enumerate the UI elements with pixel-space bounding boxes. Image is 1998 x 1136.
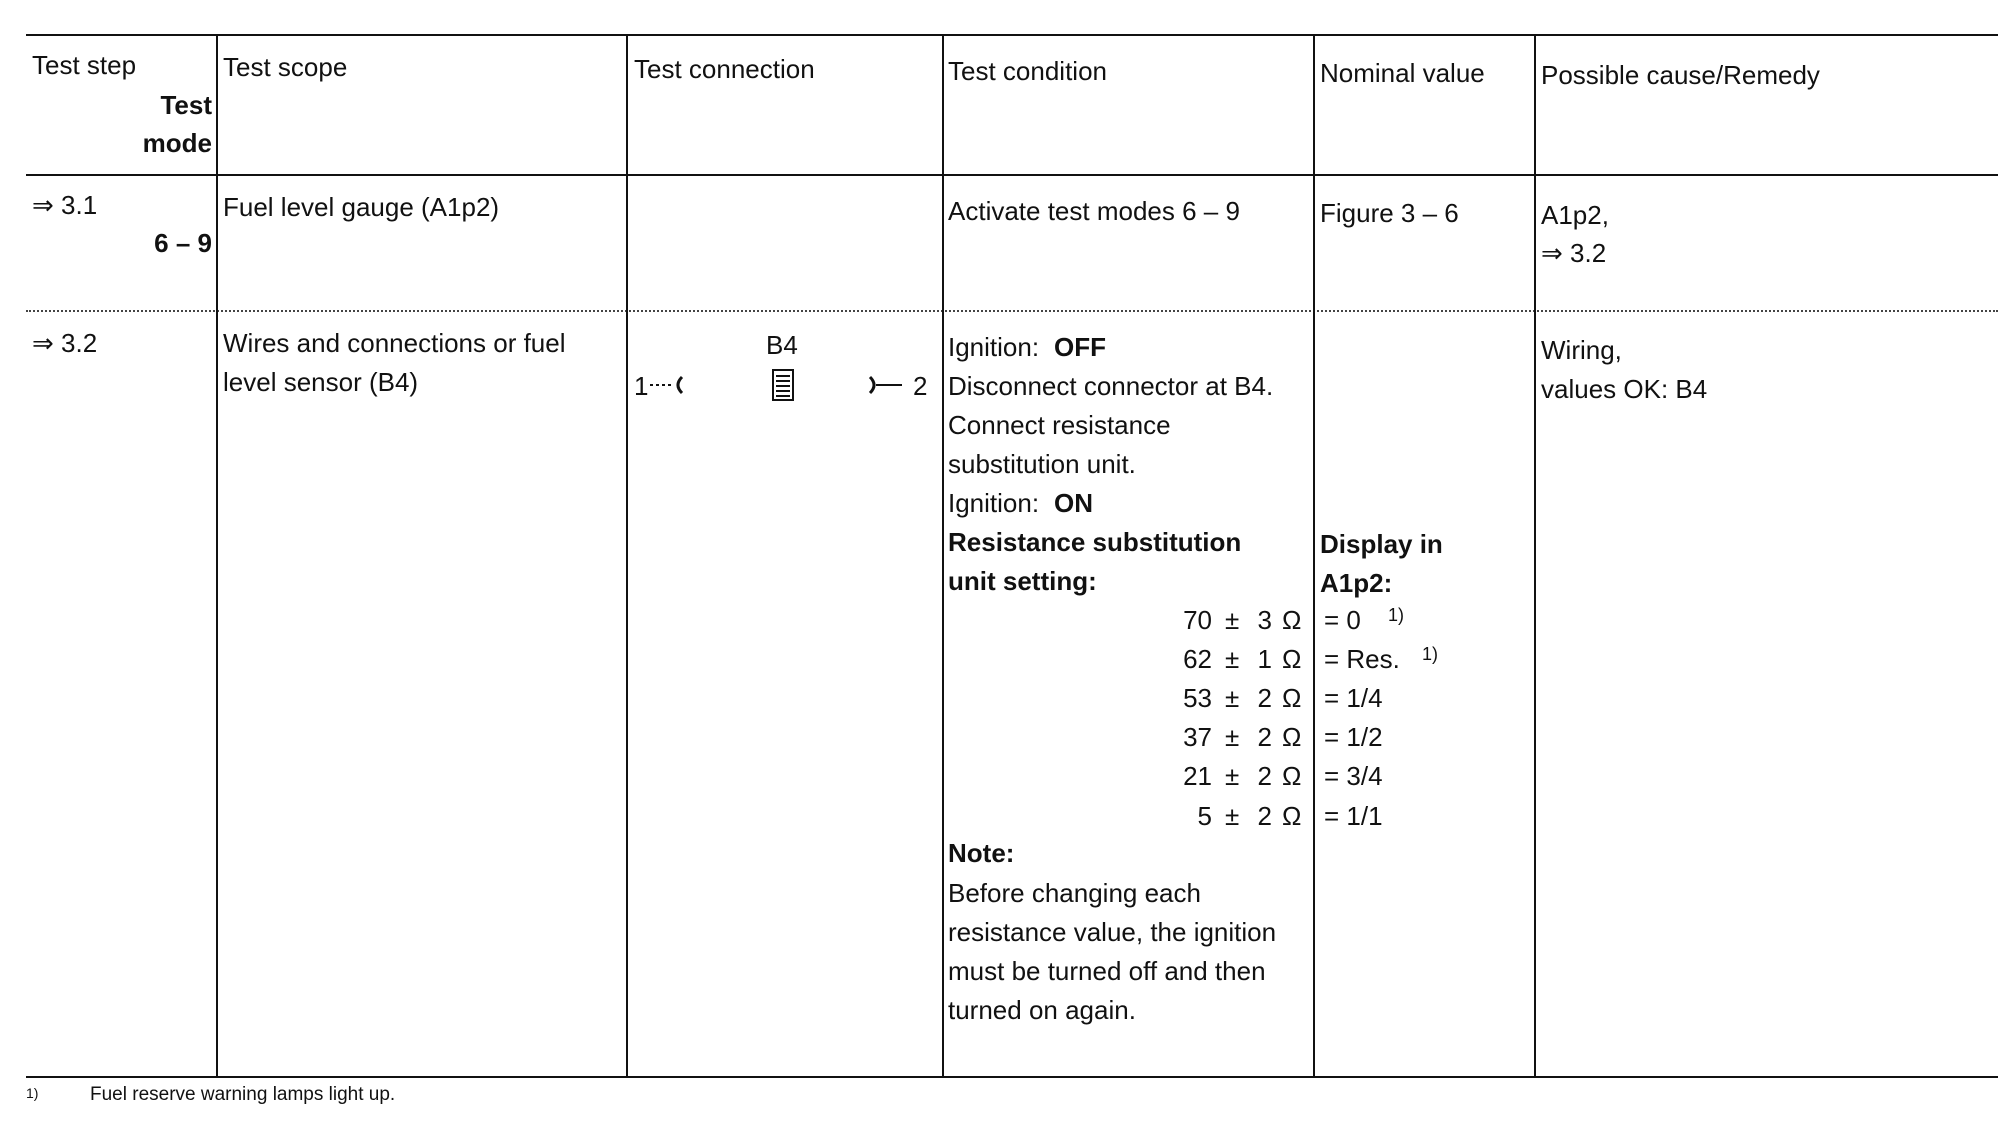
component-label: B4 bbox=[766, 330, 798, 360]
condition-ignition-off-value: OFF bbox=[1054, 332, 1106, 362]
ohm-unit: Ω bbox=[1282, 683, 1302, 713]
header-test-scope: Test scope bbox=[223, 52, 348, 82]
col-divider-5 bbox=[1534, 34, 1536, 1078]
condition-ignition-on-label: Ignition: bbox=[948, 488, 1040, 518]
condition-setting-line2: unit setting: bbox=[948, 566, 1097, 596]
tolerance: 2 bbox=[1257, 722, 1272, 752]
condition-line4: substitution unit. bbox=[948, 449, 1136, 479]
header-test-connection: Test connection bbox=[634, 54, 815, 84]
header-possible-cause: Possible cause/Remedy bbox=[1541, 60, 1820, 90]
ohm-unit: Ω bbox=[1282, 801, 1302, 831]
tolerance: 1 bbox=[1257, 644, 1272, 674]
footnote-ref: 1) bbox=[1388, 605, 1405, 625]
footnote-mark: 1) bbox=[26, 1085, 39, 1101]
plus-minus: ± bbox=[1225, 644, 1240, 674]
note-line4: turned on again. bbox=[948, 995, 1136, 1025]
display-value: = 1/1 bbox=[1324, 801, 1383, 831]
display-value: = 1/4 bbox=[1324, 683, 1383, 713]
row2-cause-line1: Wiring, bbox=[1541, 335, 1622, 365]
row1-cause-line1: A1p2, bbox=[1541, 200, 1609, 230]
row2-cause-line2: values OK: B4 bbox=[1541, 374, 1708, 404]
resistance-value: 70 bbox=[1183, 605, 1212, 635]
condition-ignition-off-label: Ignition: bbox=[948, 332, 1040, 362]
col-divider-3 bbox=[942, 34, 944, 1078]
condition-ignition-on-value: ON bbox=[1054, 488, 1093, 518]
header-test-condition: Test condition bbox=[948, 56, 1107, 86]
plus-minus: ± bbox=[1225, 801, 1240, 831]
row1-scope: Fuel level gauge (A1p2) bbox=[223, 192, 500, 222]
condition-line3: Connect resistance bbox=[948, 410, 1171, 440]
note-title: Note: bbox=[948, 838, 1015, 868]
table-top-rule bbox=[26, 34, 1998, 36]
note-line1: Before changing each bbox=[948, 878, 1201, 908]
header-test-mode-line2: mode bbox=[142, 128, 212, 158]
header-bottom-rule bbox=[26, 174, 1998, 176]
header-test-step: Test step bbox=[32, 50, 137, 80]
display-value: = Res. bbox=[1324, 644, 1400, 674]
table-bottom-rule bbox=[26, 1076, 1998, 1078]
display-heading-line2: A1p2: bbox=[1320, 568, 1393, 598]
pin-right-label: 2 bbox=[913, 371, 928, 401]
row1-step: ⇒ 3.1 bbox=[32, 190, 98, 220]
display-value: = 3/4 bbox=[1324, 761, 1383, 791]
footnote-ref: 1) bbox=[1422, 644, 1439, 664]
ohm-unit: Ω bbox=[1282, 761, 1302, 791]
tolerance: 3 bbox=[1257, 605, 1272, 635]
pin-left-label: 1 bbox=[634, 371, 649, 401]
display-value: = 1/2 bbox=[1324, 722, 1383, 752]
resistance-value: 5 bbox=[1197, 801, 1212, 831]
note-line2: resistance value, the ignition bbox=[948, 917, 1277, 947]
tolerance: 2 bbox=[1257, 801, 1272, 831]
row2-step: ⇒ 3.2 bbox=[32, 328, 98, 358]
plus-minus: ± bbox=[1225, 761, 1240, 791]
row-separator bbox=[26, 310, 1998, 312]
condition-line2: Disconnect connector at B4. bbox=[948, 371, 1274, 401]
ohm-unit: Ω bbox=[1282, 722, 1302, 752]
resistance-value: 62 bbox=[1183, 644, 1212, 674]
row1-mode: 6 – 9 bbox=[154, 228, 212, 258]
connector-icon bbox=[771, 368, 795, 402]
col-divider-2 bbox=[626, 34, 628, 1078]
ohm-unit: Ω bbox=[1282, 605, 1302, 635]
plus-minus: ± bbox=[1225, 722, 1240, 752]
tolerance: 2 bbox=[1257, 761, 1272, 791]
plus-minus: ± bbox=[1225, 605, 1240, 635]
right-probe-icon bbox=[866, 370, 906, 400]
condition-setting-line1: Resistance substitution bbox=[948, 527, 1242, 557]
display-heading-line1: Display in bbox=[1320, 529, 1443, 559]
resistance-value: 53 bbox=[1183, 683, 1212, 713]
col-divider-4 bbox=[1313, 34, 1315, 1078]
header-nominal-value: Nominal value bbox=[1320, 58, 1485, 88]
footnote-text: Fuel reserve warning lamps light up. bbox=[90, 1084, 396, 1105]
resistance-value: 37 bbox=[1183, 722, 1212, 752]
row1-condition: Activate test modes 6 – 9 bbox=[948, 196, 1240, 226]
tolerance: 2 bbox=[1257, 683, 1272, 713]
header-test-mode-line1: Test bbox=[160, 90, 212, 120]
row2-scope-line2: level sensor (B4) bbox=[223, 367, 419, 397]
row1-cause-line2: ⇒ 3.2 bbox=[1541, 238, 1607, 268]
ohm-unit: Ω bbox=[1282, 644, 1302, 674]
display-value: = 0 bbox=[1324, 605, 1361, 635]
row2-scope-line1: Wires and connections or fuel bbox=[223, 328, 566, 358]
row1-nominal: Figure 3 – 6 bbox=[1320, 198, 1459, 228]
plus-minus: ± bbox=[1225, 683, 1240, 713]
resistance-value: 21 bbox=[1183, 761, 1212, 791]
note-line3: must be turned off and then bbox=[948, 956, 1266, 986]
left-probe-icon bbox=[648, 370, 688, 400]
col-divider-1 bbox=[216, 34, 218, 1078]
